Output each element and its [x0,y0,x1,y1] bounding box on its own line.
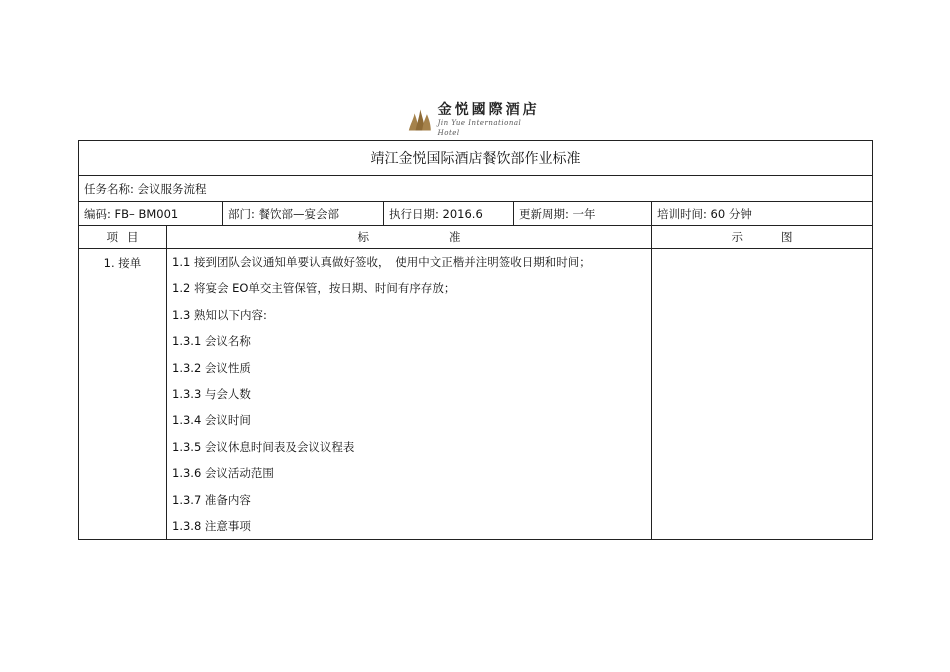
standard-line: 1.3.6 会议活动范围 [172,466,274,481]
execution-date-label: 执行日期: [389,206,439,221]
task-value: 会议服务流程 [137,181,207,196]
logo-chinese-name: 金悦國際酒店 [437,102,540,118]
code-cell [79,202,223,226]
code-label: 编码: [84,206,111,221]
training-time-value: 60 分钟 [710,206,752,221]
hotel-logo [405,103,541,137]
standard-line: 1.3.5 会议休息时间表及会议议程表 [172,439,355,454]
document-title: 靖江金悦国际酒店餐饮部作业标准 [79,141,873,176]
header-diagram [652,226,873,249]
training-time-label: 培训时间: [657,206,707,221]
standard-line: 1.3.4 会议时间 [172,413,251,428]
header-diagram-char-1: 示 [731,230,744,244]
standard-line: 1.3.7 准备内容 [172,492,251,507]
department-cell [223,202,384,226]
execution-date-cell [384,202,514,226]
section-item: 1. 接单 [79,249,167,540]
header-item [79,226,167,249]
standard-line: 1.3.3 与会人数 [172,386,251,401]
header-item-char-1: 项 [106,230,118,244]
section-standard [167,249,652,540]
logo-english-name: Jin Yue International Hotel [437,119,522,137]
update-cycle-value: 一年 [572,206,596,221]
execution-date-value: 2016.6 [442,206,483,221]
standard-line: 1.3.1 会议名称 [172,334,251,349]
section-diagram [652,249,873,540]
header-item-char-2: 目 [127,230,139,244]
standard-line: 1.3.8 注意事项 [172,518,251,533]
department-value: 餐饮部—宴会部 [258,206,340,221]
standard-line: 1.1 接到团队会议通知单要认真做好签收， 使用中文正楷并注明签收日期和时间； [172,255,591,269]
header-standard-char-1: 标 [357,230,369,244]
department-label: 部门: [228,206,255,221]
standard-line: 1.3 熟知以下内容: [172,307,267,322]
header-standard-char-2: 准 [449,230,461,244]
standard-table [78,140,873,540]
header-standard [167,226,652,249]
update-cycle-cell [514,202,652,226]
standard-line: 1.2 将宴会 EO单交主管保管，按日期、时间有序存放； [172,281,456,296]
standard-line: 1.3.2 会议性质 [172,360,251,375]
update-cycle-label: 更新周期: [519,206,569,221]
header-diagram-char-2: 图 [781,230,793,244]
training-time-cell [652,202,873,226]
lotus-flame-icon [405,105,434,135]
task-label: 任务名称: [84,181,134,196]
code-value: FB– BM001 [114,206,179,221]
task-name-row [79,176,873,202]
